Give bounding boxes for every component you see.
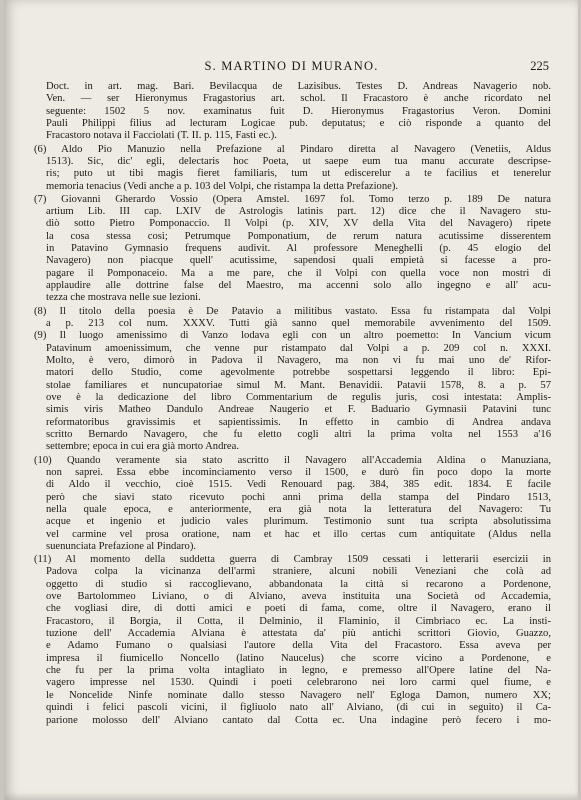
text-line: (7) Giovanni Gherardo Vossio (Opera Amstel. 1697 fol. Tomo terzo p. 189 De natura [34,193,551,205]
text-line: la cosa stessa così; Petrumque Pomponatium, de rerum natura acutissime disserentem [46,230,551,242]
text-line: Navagero) non piacque quell' acutissime, sapendosi quali empietà si facesse a pro- [46,255,551,267]
text-line: tuzione dell' Accademia Alviana è attestata da' più antichi scrittori Giovio, Guazzo, [46,628,551,640]
text-line: scritto Bernardo Navagero, che fu eletto cogli altri la prima volta nel 1553 a'16 [46,429,551,441]
text-line: settembre; epoca in cui era già morto Andrea. [46,441,239,453]
text-line: seguente: 1502 5 nov. examinatus fuit D. Hieronymus Fragastorius Veron. Domini [46,105,551,117]
text-line: che vogliasi dire, di dotti amici e poeti di fama, come, oltre il Navagero, erano il [46,603,551,615]
page-number: 225 [530,59,549,73]
text-line: acque et ingenio et judicio vales plurimum. Testimonio sunt tua scripta absolutissima [46,516,551,528]
text-line: Pauli Philippi filius ad lecturam Logicae pub. deputatus; e ciò risponde a quanto del [46,118,551,130]
page-header [34,59,549,75]
footnotes-body [34,81,551,727]
text-line: di Aldo il vecchio, cioè 1515. Vedi Renouard pag. 384, 385 edit. 1834. È facile [46,479,551,491]
text-line: Fracastoro notava il Facciolati (T. II. p. 115, Fasti ec.). [46,130,277,142]
text-line: matori dello Studio, come agevolmente potrebbe sospettarsi leggendo il libro: Epi- [46,367,551,379]
text-line: (11) Al momento della suddetta guerra di Cambray 1509 cessati i letterarii esercizii in [34,554,551,566]
text-line: parione molosso dell' Alviano cantato dal Cotta ec. Una indagine però fecero i mo- [46,714,551,726]
text-line: reformatoribus gravissimis et sapientissimis. In effetto in cambio di Andrea andava [46,416,551,428]
text-line: ove Bartolommeo Liviano, o di Alviano, aveva instituita una Società od Accademia, [46,591,551,603]
text-line: (10) Quando veramente sia stato ascritto il Navagero all'Accademia Aldina o Manuziana, [34,454,551,466]
text-line: però che siavi stato ricevuto pochi anni prima della stampa del Pindaro 1513, [46,491,551,503]
text-line: nella quale epoca, e anteriormente, era già nota la letteratura del Navagero: Tu [46,503,551,515]
text-line: (9) Il luogo amenissimo di Vanzo lodava egli con un altro poemetto: In Vancium vicum [34,330,551,342]
text-line: non saprei. Essa ebbe incominciamento verso il 1500, e durò fin poco dopo la morte [46,466,551,478]
book-page [4,0,578,800]
running-head: S. MARTINO DI MURANO. [204,59,379,73]
text-line: applaudire alle dottrine false del Maestro, ma accenni solo allo ingegno e all' acu- [46,280,551,292]
text-line: artium Lib. III cap. LXIV de Astrologis latinis part. 12) dice che il Navagero stu- [46,206,551,218]
text-line: ove è la dedicazione del libro Commentarium de regulis juris, così intestata: Amplis- [46,391,551,403]
text-line: 1513). Sic, dic' egli, delectaris hoc Poeta, ut saepe eum tua manu accurate descripse- [46,155,551,167]
text-line: Fracastoro, il Borgia, il Cotta, il Delminio, il Flaminio, il Cimbriaco ec. La insti- [46,615,551,627]
text-line: memoria tenacius (Vedi anche a p. 103 del Volpi, che ristampa la detta Prefazione). [46,180,399,192]
text-line: pagare il Pomponaceio. Ma a me pare, che il Volpi con quella voce non mostri di [46,267,551,279]
text-line: in Patavino Gymnasio frequens audivit. Al professore Meneghelli (p. 45 elogio del [46,243,551,255]
text-line: a p. 213 col num. XXXV. Tutti già sanno quel memorabile avvenimento del 1509. [46,317,551,329]
text-line: quindi i felici pascoli vicini, il figliuolo nato all' Alviano, (di cui in seguito) il Ca- [46,702,551,714]
text-line: le Noncelide Ninfe nominate dallo stesso Navagero nell' Egloga Damon, numero XX; [46,689,551,701]
text-line: vel carmine vel prosa oratione, nam et hac et illo certas cum antiquitate (Aldus nella [46,528,551,540]
text-line: Ven. — ser Hieronymus Fragastorius art. schol. Il Fracastoro è anche ricordato nel [46,93,551,105]
text-line: (8) Il titolo della poesia è De Patavio a militibus vastato. Essa fu ristampata dal Volpi [34,305,551,317]
text-line: Patavinum amoenissimum, che venne pur ristampato dal Volpi a p. 209 col n. XXXI. [46,342,551,354]
text-line: simis viris Matheo Dandulo Andreae Naugerio et F. Baduario Gymnasii Patavini tunc [46,404,551,416]
text-line: stolae familiares et nuncupatoriae simul M. Mant. Benavidii. Patavii 1578, 8. a p. 57 [46,379,551,391]
text-line: che fu per la prima volta intagliato in legno, e premesso all'Opere latine del Na- [46,665,551,677]
text-line: diò sotto Pietro Pomponaccio. Il Volpi (p. XIV, XV della Vita del Navagero) ripete [46,218,551,230]
text-line: vagero impresse nel 1530. Quindi i poeti celebrarono nei loro carmi quel fiume, e [46,677,551,689]
text-line: Doct. in art. mag. Bari. Bevilacqua de Lazisibus. Testes D. Andreas Navagerio nob. [46,81,551,92]
text-line: e Adamo Fumano o qualsiasi l'autore della Vita del Fracastoro. Essa aveva per [46,640,551,652]
text-line: Molto, è vero, dimorò in Padova il Navagero, ma non vi fu mai uno de' Rifor- [46,354,551,366]
text-line: ris; puto ut tibi magis fieret familiaris, tum ut ediscerelur a te facilius et tenerelur [46,168,551,180]
text-line: Padova colpa la vicinanza dell'armi straniere, alcuni nobili Veneziani che colà ad [46,566,551,578]
text-line: impresa il fiumicello Noncello (latino Naucelus) che scorre vicino a Pordenone, e [46,652,551,664]
text-line: tezza che mostrava nelle sue lezioni. [46,292,201,304]
text-line: suenunciata Prefazione al Pindaro). [46,540,197,552]
text-line: oggetto di studio si raccoglievano, abbandonata la città si recarono a Pordenone, [46,578,551,590]
text-line: (6) Aldo Pio Manuzio nella Prefazione al Pindaro diretta al Navagero (Venetiis, Aldus [34,143,551,155]
